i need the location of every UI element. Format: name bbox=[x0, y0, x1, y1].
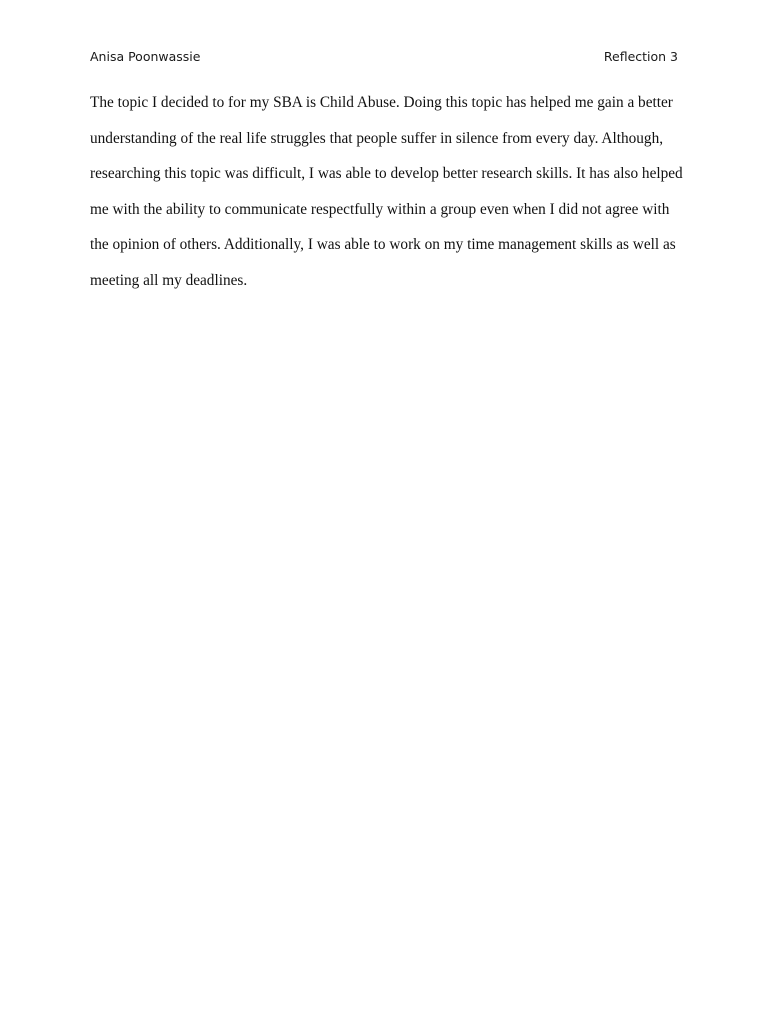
header-title: Reflection 3 bbox=[603, 48, 678, 64]
paragraph-line: me with the ability to communicate respectfully within a group even when I did not agree with bbox=[90, 200, 670, 218]
paragraph-line: The topic I decided to for my SBA is Child Abuse. Doing this topic has helped me gain a better bbox=[90, 94, 673, 111]
paragraph-line: researching this topic was difficult, I was able to develop better research skills. It has also helped bbox=[90, 165, 683, 183]
paragraph-line: the opinion of others. Additionally, I was able to work on my time management skills as well as bbox=[90, 236, 676, 254]
paragraph-line: meeting all my deadlines. bbox=[90, 271, 248, 289]
header-author: Anisa Poonwassie bbox=[90, 48, 201, 64]
reflection-paragraph bbox=[90, 85, 683, 299]
paragraph-line: understanding of the real life struggles that people suffer in silence from every day. Although, bbox=[90, 129, 664, 147]
page-header bbox=[90, 46, 678, 66]
